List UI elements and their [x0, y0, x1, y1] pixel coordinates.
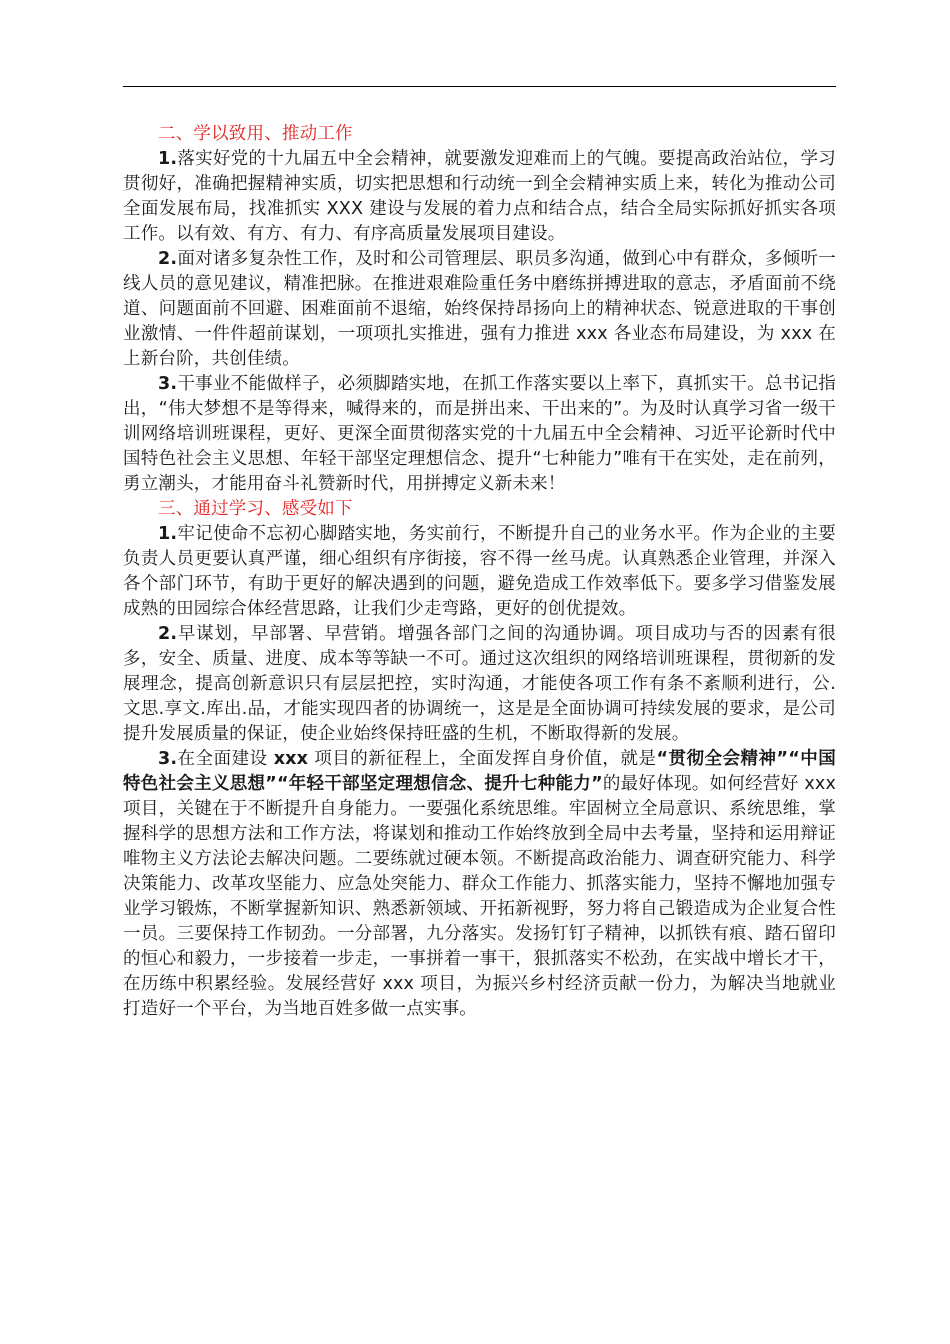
document-body: [123, 122, 836, 1022]
paragraph-text: 牢记使命不忘初心脚踏实地，务实前行，不断提升自己的业务水平。作为企业的主要负责人员更要认真严谨，细心组织有序街接，容不得一丝马虎。认真熟悉企业管理，并深入各个部门环节，有助于更好的解决遇到的问题，避免造成工作效率低下。要多学习借鉴发展成熟的田园综合体经营思路，让我们少走弯路，更好的创优提效。: [123, 524, 836, 619]
section-heading: 三、通过学习、感受如下: [158, 499, 353, 519]
paragraph-text: 早谋划，早部署、早营销。增强各部门之间的沟通协调。项目成功与否的因素有很多，安全、质量、进度、成本等等缺一不可。通过这次组织的网络培训班课程，贯彻新的发展理念，提高创新意识只有层层把控，实时沟通，才能使各项工作有条不紊顺利进行，公.文思.享文.库出.品，才能实现四者的协调统一，这是是全面协调可持续发展的要求，是公司提升发展质量的保证，使企业始终保持旺盛的生机，不断取得新的发展。: [123, 624, 836, 744]
paragraph-number: 1.: [158, 149, 178, 169]
paragraph: [123, 147, 836, 247]
paragraph: [123, 747, 836, 1022]
paragraph-text: 项目的新征程上，全面发挥自身价值，就是: [308, 749, 657, 769]
paragraph: [123, 372, 836, 497]
paragraph: [123, 522, 836, 622]
paragraph-number: 2.: [158, 624, 178, 644]
paragraph-text: 面对诸多复杂性工作，及时和公司管理层、职员多沟通，做到心中有群众，多倾听一线人员的意见建议，精准把脉。在推进艰难险重任务中磨练拼搏进取的意志，矛盾面前不绕道、问题面前不回避、困难面前不退缩，始终保持昂扬向上的精神状态、锐意进取的干事创业激情、一件件超前谋划，一项项扎实推进，强有力推进 xxx 各业态布局建设，为 xxx 在上新台阶，共创佳绩。: [123, 249, 836, 369]
bold-text: “贯彻全会精神”“中国特色社会主义思想”“年轻干部坚定理想信念、提升七种能力”: [123, 749, 836, 794]
paragraph-number: 2.: [158, 249, 178, 269]
paragraph-number: 3.: [158, 749, 178, 769]
paragraph-text: 干事业不能做样子，必须脚踏实地，在抓工作落实要以上率下，真抓实干。总书记指出，“伟大梦想不是等得来，喊得来的，而是拼出来、干出来的”。为及时认真学习省一级干训网络培训班课程，更好、更深全面贯彻落实党的十九届五中全会精神、习近平论新时代中国特色社会主义思想、年轻干部坚定理想信念、提升“七种能力”唯有干在实处，走在前列，勇立潮头，才能用奋斗礼赞新时代，用拼搏定义新未来！: [123, 374, 836, 494]
paragraph-number: 3.: [158, 374, 178, 394]
paragraph-text: 落实好党的十九届五中全会精神，就要激发迎难而上的气魄。要提高政治站位，学习贯彻好，准确把握精神实质，切实把思想和行动统一到全会精神实质上来，转化为推动公司全面发展布局，找准抓实 XXX 建设与发展的着力点和结合点，结合全局实际抓好抓实各项工作。以有效、有方、有力、有序高质量发展项目建设。: [123, 149, 836, 244]
paragraph: [123, 247, 836, 372]
header-rule: [123, 86, 836, 87]
paragraph-text: 在全面建设: [177, 749, 274, 769]
paragraph-text: 的最好体现。如何经营好 xxx 项目，关键在于不断提升自身能力。一要强化系统思维。牢固树立全局意识、系统思维，掌握科学的思想方法和工作方法，将谋划和推动工作始终放到全局中去考量，坚持和运用辩证唯物主义方法论去解决问题。二要练就过硬本领。不断提高政治能力、调查研究能力、科学决策能力、改革攻坚能力、应急处突能力、群众工作能力、抓落实能力，坚持不懈地加强专业学习锻炼，不断掌握新知识、熟悉新领域、开拓新视野，努力将自己锻造成为企业复合性一员。三要保持工作韧劲。一分部署，九分落实。发扬钉钉子精神，以抓铁有痕、踏石留印的恒心和毅力，一步接着一步走，一事拼着一事干，狠抓落实不松劲，在实战中增长才干，在历练中积累经验。发展经营好 xxx 项目，为振兴乡村经济贡献一份力，为解决当地就业打造好一个平台，为当地百姓多做一点实事。: [123, 774, 836, 1019]
section-heading: 二、学以致用、推动工作: [158, 124, 353, 144]
bold-text: xxx: [273, 749, 309, 769]
paragraph-number: 1.: [158, 524, 178, 544]
paragraph: [123, 622, 836, 747]
